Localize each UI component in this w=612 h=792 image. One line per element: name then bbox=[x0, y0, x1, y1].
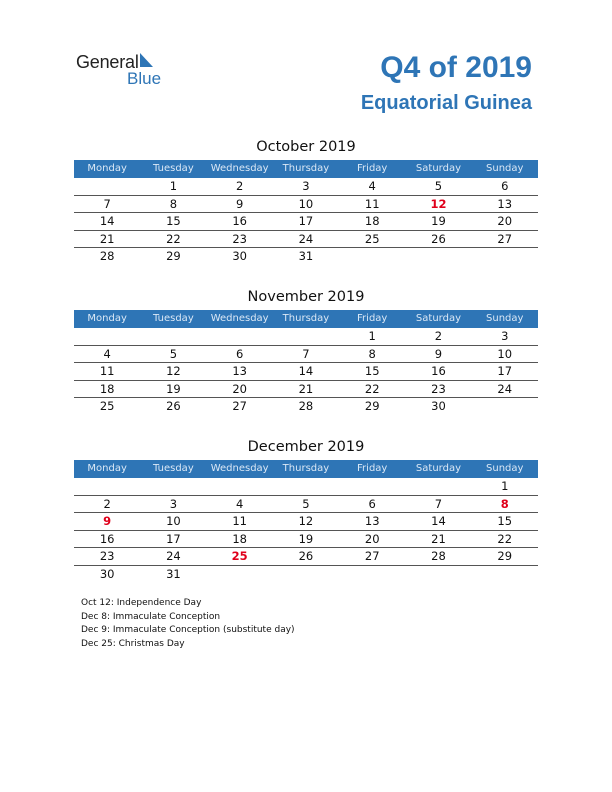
week-row bbox=[74, 513, 538, 531]
logo bbox=[76, 52, 162, 88]
weekday-label: Tuesday bbox=[153, 163, 194, 174]
day-cell bbox=[339, 248, 405, 266]
day-cell: 7 bbox=[434, 496, 443, 511]
day-cell: 20 bbox=[364, 531, 380, 546]
day-cell: 5 bbox=[169, 346, 178, 361]
day-cell: 25 bbox=[364, 231, 380, 246]
weekday-label: Sunday bbox=[486, 313, 524, 324]
day-cell: 17 bbox=[166, 531, 181, 546]
day-cell: 13 bbox=[364, 514, 380, 528]
week-row bbox=[74, 231, 538, 249]
day-cell: 10 bbox=[166, 514, 181, 528]
day-cell: 21 bbox=[99, 231, 115, 246]
day-cell: 11 bbox=[364, 196, 380, 211]
day-cell: 23 bbox=[99, 549, 115, 563]
day-cell bbox=[339, 566, 405, 584]
day-cell: 14 bbox=[99, 214, 115, 228]
day-cell: 7 bbox=[103, 196, 111, 211]
day-cell: 10 bbox=[298, 196, 314, 211]
logo-triangle-icon bbox=[140, 53, 153, 67]
day-cell: 12 bbox=[298, 514, 314, 528]
day-cell: 6 bbox=[501, 179, 509, 193]
day-cell bbox=[140, 328, 206, 345]
day-cell bbox=[140, 478, 206, 495]
country-name: Equatorial Guinea bbox=[360, 92, 532, 114]
day-cell: 30 bbox=[232, 249, 247, 263]
day-cell: 8 bbox=[368, 346, 376, 361]
day-cell: 26 bbox=[431, 231, 446, 246]
day-cell: 28 bbox=[298, 399, 314, 413]
day-cell: 18 bbox=[99, 381, 115, 396]
weekday-label: Saturday bbox=[415, 463, 461, 474]
day-cell: 31 bbox=[298, 249, 314, 263]
week-row bbox=[74, 381, 538, 399]
day-cell: 29 bbox=[166, 249, 181, 263]
month-grid bbox=[74, 328, 538, 416]
day-cell: 4 bbox=[103, 346, 111, 361]
day-cell: 1 bbox=[169, 179, 178, 193]
day-cell: 27 bbox=[364, 549, 380, 563]
day-cell: 20 bbox=[497, 214, 513, 228]
day-cell: 23 bbox=[232, 231, 247, 246]
day-cell bbox=[472, 566, 538, 584]
weekday-label: Saturday bbox=[415, 163, 461, 174]
day-cell bbox=[74, 178, 140, 195]
weekday-label: Wednesday bbox=[210, 313, 269, 324]
logo-blue-text: Blue bbox=[127, 69, 162, 88]
day-cell: 24 bbox=[497, 381, 513, 396]
day-cell: 22 bbox=[497, 531, 513, 546]
day-cell: 2 bbox=[103, 496, 111, 511]
week-row bbox=[74, 363, 538, 381]
day-cell: 19 bbox=[298, 531, 314, 546]
day-cell: 18 bbox=[364, 214, 380, 228]
day-cell bbox=[207, 328, 273, 345]
day-cell bbox=[273, 328, 339, 345]
day-cell: 9 bbox=[434, 346, 443, 361]
weekday-label: Friday bbox=[357, 313, 388, 324]
day-cell: 15 bbox=[166, 214, 181, 228]
week-row bbox=[74, 178, 538, 196]
week-row bbox=[74, 248, 538, 266]
day-cell: 1 bbox=[501, 479, 509, 493]
day-cell: 16 bbox=[232, 214, 247, 228]
weekday-label: Thursday bbox=[282, 313, 330, 324]
day-cell bbox=[74, 478, 140, 495]
day-cell: 12 bbox=[166, 364, 181, 378]
day-cell: 5 bbox=[434, 179, 443, 193]
day-cell: 28 bbox=[99, 249, 115, 263]
weekday-label: Thursday bbox=[282, 163, 330, 174]
holiday-notes bbox=[81, 597, 295, 651]
day-cell: 8 bbox=[500, 496, 509, 511]
day-cell: 2 bbox=[236, 179, 244, 193]
day-cell: 16 bbox=[431, 364, 446, 378]
week-row bbox=[74, 496, 538, 514]
day-cell: 23 bbox=[431, 381, 446, 396]
day-cell: 30 bbox=[99, 566, 115, 581]
holiday-note: Dec 8: Immaculate Conception bbox=[81, 611, 221, 622]
month-grid bbox=[74, 178, 538, 266]
week-row bbox=[74, 548, 538, 566]
day-cell: 3 bbox=[501, 329, 509, 343]
weekday-label: Monday bbox=[87, 313, 127, 324]
day-cell: 17 bbox=[497, 364, 513, 378]
day-cell: 11 bbox=[99, 364, 115, 378]
day-cell: 4 bbox=[236, 496, 244, 511]
week-row bbox=[74, 531, 538, 549]
day-cell: 11 bbox=[232, 514, 247, 528]
day-cell: 2 bbox=[434, 329, 443, 343]
day-cell: 27 bbox=[497, 231, 513, 246]
day-cell: 10 bbox=[497, 346, 513, 361]
day-cell: 25 bbox=[99, 399, 115, 413]
day-cell: 7 bbox=[302, 346, 310, 361]
day-cell bbox=[472, 248, 538, 266]
day-cell: 3 bbox=[302, 179, 310, 193]
day-cell: 18 bbox=[232, 531, 247, 546]
weekday-label: Monday bbox=[87, 163, 127, 174]
day-cell: 9 bbox=[103, 514, 112, 528]
day-cell: 15 bbox=[497, 514, 513, 528]
day-cell: 13 bbox=[497, 196, 513, 211]
weekday-label: Friday bbox=[357, 163, 388, 174]
day-cell: 9 bbox=[236, 196, 244, 211]
day-cell: 19 bbox=[431, 214, 446, 228]
day-cell: 6 bbox=[236, 346, 244, 361]
day-cell: 31 bbox=[166, 566, 181, 581]
day-cell: 6 bbox=[368, 496, 376, 511]
day-cell: 22 bbox=[166, 231, 181, 246]
day-cell bbox=[472, 398, 538, 416]
week-row bbox=[74, 478, 538, 496]
month-october bbox=[74, 136, 538, 266]
day-cell bbox=[273, 566, 339, 584]
day-cell: 26 bbox=[298, 549, 314, 563]
month-november bbox=[74, 286, 538, 416]
day-cell: 27 bbox=[232, 399, 247, 413]
weekday-label: Thursday bbox=[282, 463, 330, 474]
weekday-label: Monday bbox=[87, 463, 127, 474]
month-title: November 2019 bbox=[247, 289, 365, 305]
month-december bbox=[74, 436, 538, 583]
holiday-note: Dec 25: Christmas Day bbox=[81, 638, 185, 649]
day-cell: 21 bbox=[431, 531, 446, 546]
day-cell: 16 bbox=[99, 531, 115, 546]
title-block bbox=[361, 50, 532, 116]
weekday-label: Sunday bbox=[486, 163, 524, 174]
day-cell bbox=[207, 566, 273, 584]
day-cell: 14 bbox=[298, 364, 314, 378]
weekday-label: Saturday bbox=[415, 313, 461, 324]
day-cell: 26 bbox=[166, 399, 181, 413]
weekday-label: Tuesday bbox=[153, 313, 194, 324]
week-row bbox=[74, 213, 538, 231]
day-cell: 17 bbox=[298, 214, 314, 228]
day-cell: 21 bbox=[298, 381, 314, 396]
week-row bbox=[74, 346, 538, 364]
day-cell bbox=[339, 478, 405, 495]
day-cell bbox=[74, 328, 140, 345]
day-cell: 4 bbox=[368, 179, 376, 193]
weekday-header bbox=[74, 310, 538, 328]
day-cell: 22 bbox=[364, 381, 380, 396]
day-cell bbox=[273, 478, 339, 495]
day-cell: 8 bbox=[169, 196, 178, 211]
day-cell bbox=[405, 566, 471, 584]
day-cell: 3 bbox=[169, 496, 178, 511]
month-grid bbox=[74, 478, 538, 583]
day-cell: 20 bbox=[232, 381, 247, 396]
weekday-label: Wednesday bbox=[210, 163, 269, 174]
day-cell: 29 bbox=[364, 399, 380, 413]
day-cell: 28 bbox=[431, 549, 446, 563]
month-title: December 2019 bbox=[247, 439, 365, 455]
day-cell bbox=[207, 478, 273, 495]
holiday-note: Oct 12: Independence Day bbox=[81, 598, 202, 608]
day-cell: 19 bbox=[166, 381, 181, 396]
day-cell: 25 bbox=[231, 549, 248, 563]
day-cell: 12 bbox=[430, 196, 447, 211]
week-row bbox=[74, 196, 538, 214]
weekday-header bbox=[74, 460, 538, 478]
page-title: Q4 of 2019 bbox=[380, 51, 532, 84]
week-row bbox=[74, 566, 538, 584]
weekday-label: Friday bbox=[357, 463, 388, 474]
day-cell: 30 bbox=[431, 399, 446, 413]
holiday-note: Dec 9: Immaculate Conception (substitute day) bbox=[81, 625, 295, 635]
logo-general-text: General bbox=[76, 52, 139, 72]
day-cell: 14 bbox=[431, 514, 446, 528]
weekday-label: Tuesday bbox=[153, 463, 194, 474]
month-title: October 2019 bbox=[256, 139, 356, 155]
weekday-label: Wednesday bbox=[210, 463, 269, 474]
day-cell bbox=[405, 248, 471, 266]
week-row bbox=[74, 328, 538, 346]
day-cell: 29 bbox=[497, 549, 513, 563]
day-cell: 5 bbox=[302, 496, 310, 511]
week-row bbox=[74, 398, 538, 416]
day-cell bbox=[405, 478, 471, 495]
day-cell: 24 bbox=[298, 231, 314, 246]
weekday-label: Sunday bbox=[486, 463, 524, 474]
day-cell: 15 bbox=[364, 364, 380, 378]
weekday-header bbox=[74, 160, 538, 178]
day-cell: 13 bbox=[232, 364, 247, 378]
day-cell: 1 bbox=[368, 329, 376, 343]
day-cell: 24 bbox=[166, 549, 181, 563]
